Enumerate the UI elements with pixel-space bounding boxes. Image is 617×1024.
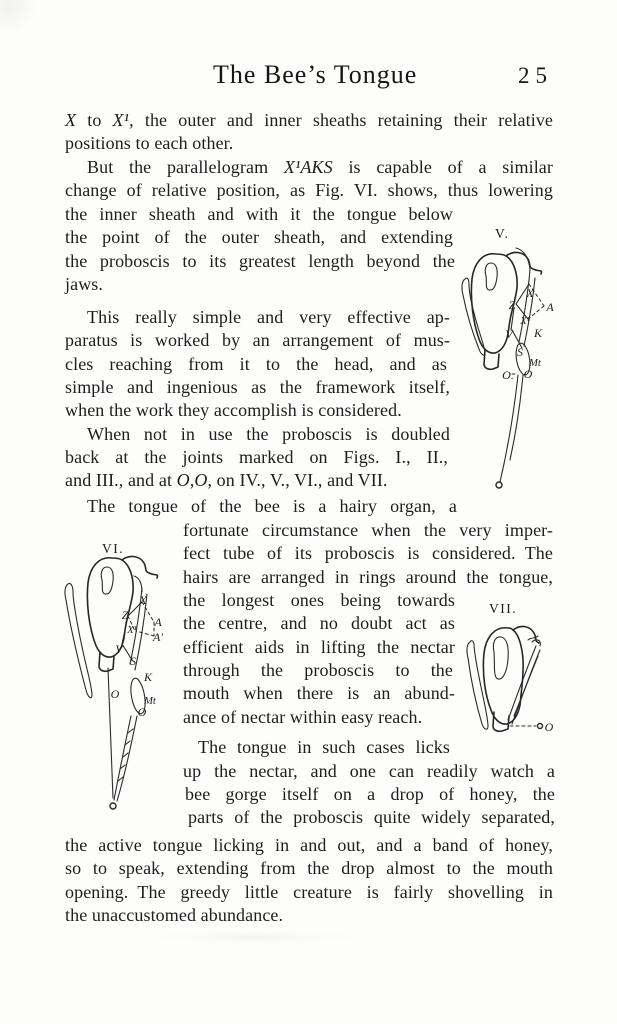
- figure-vii-drawing: [456, 598, 566, 748]
- mouth: [99, 652, 114, 671]
- figure-v-drawing: [450, 222, 562, 494]
- label-z: Z: [508, 298, 516, 312]
- label-mt: Mt: [529, 358, 541, 369]
- italic-term: X¹AKS: [283, 157, 333, 177]
- body-line: fortunate circumstance when the very imper-: [183, 520, 553, 540]
- body-line: opening. The greedy little creature is fairly shovelling in: [65, 882, 553, 902]
- figure-vi-caption: VI.: [102, 541, 125, 556]
- eye: [493, 637, 508, 679]
- body-line: efficient aids in lifting the nectar: [183, 637, 455, 657]
- label-o1: O.: [502, 368, 514, 382]
- body-line: hairs are arranged in rings around the tongue,: [183, 567, 553, 587]
- body-line: This really simple and very effective ap-: [87, 307, 450, 327]
- text-run: , on IV., V., VI., and VII.: [207, 470, 388, 490]
- body-line: The tongue in such cases licks: [198, 737, 450, 757]
- mouth: [493, 712, 509, 731]
- body-line: up the nectar, and one can readily watch a: [183, 761, 555, 781]
- body-line: cles reaching from it to the head, and as: [65, 354, 447, 374]
- figure-vii: [456, 598, 566, 748]
- label-o2: O: [137, 705, 147, 719]
- body-line: ance of nectar within easy reach.: [183, 707, 423, 727]
- italic-term: O,O: [176, 470, 208, 490]
- italic-term: X: [65, 110, 77, 130]
- label-s: S: [130, 654, 136, 668]
- label-k: K: [143, 670, 153, 684]
- body-line: the longest ones being towards: [183, 590, 455, 610]
- body-line: mouth when there is an abund-: [183, 683, 455, 703]
- body-line: positions to each other.: [65, 133, 234, 153]
- body-line: the point of the outer sheath, and extending: [65, 227, 453, 247]
- label-x: X: [526, 286, 534, 300]
- body-line: when the work they accomplish is considered.: [65, 400, 402, 420]
- eye: [485, 263, 497, 290]
- label-a-prime: A': [153, 630, 163, 644]
- text-run: to: [76, 110, 113, 130]
- label-o: O: [544, 720, 554, 734]
- figure-v-caption: V.: [495, 226, 510, 241]
- text-run: and III., and at: [65, 470, 177, 490]
- figure-vi-drawing: [54, 536, 184, 821]
- label-k: K: [533, 326, 543, 340]
- body-line: the centre, and no doubt act as: [183, 613, 455, 633]
- figure-v: [450, 222, 562, 494]
- folded-proboscis: [508, 640, 543, 729]
- text-run: is capable of a similar: [332, 157, 553, 177]
- body-line: bee gorge itself on a drop of honey, the: [185, 784, 555, 804]
- body-line: [65, 156, 553, 179]
- body-line: simple and ingenious as the framework itself,: [65, 377, 450, 397]
- body-line: fect tube of its proboscis is considered. The: [183, 543, 553, 563]
- label-x1: X¹: [127, 625, 137, 636]
- body-line: the proboscis to its greatest length beyond the: [65, 251, 455, 271]
- body-line: paratus is worked by an arrangement of mus-: [65, 330, 450, 350]
- label-o1: O: [110, 687, 120, 701]
- body-line: the inner sheath and with it the tongue below: [65, 204, 453, 224]
- label-v: V: [115, 642, 123, 656]
- text-run: , the outer and inner sheaths retaining their relative: [129, 110, 554, 130]
- label-x: X: [139, 593, 147, 607]
- figure-vii-labels: [545, 720, 554, 734]
- sheath-structure: [508, 248, 544, 376]
- body-line: The tongue of the bee is a hairy organ, a: [87, 496, 457, 516]
- body-line: so to speak, extending from the drop almost to the mouth: [65, 858, 553, 878]
- label-a: A: [546, 300, 554, 314]
- label-o2: O: [523, 367, 533, 381]
- body-line: parts of the proboscis quite widely separated,: [188, 807, 555, 827]
- hatching: [118, 729, 133, 781]
- body-line: the active tongue licking in and out, and a band of honey,: [65, 835, 553, 855]
- body-line: When not in use the proboscis is doubled: [87, 424, 450, 444]
- label-mt: Mt: [144, 696, 156, 707]
- figure-v-labels: [502, 286, 554, 382]
- label-s: S: [517, 345, 523, 359]
- figure-vii-caption: VII.: [489, 601, 518, 616]
- figure-vi: [54, 536, 184, 821]
- body-line: through the proboscis to the: [183, 660, 453, 680]
- text-run: But the parallelogram: [87, 157, 284, 177]
- body-line: [65, 469, 453, 492]
- body-line: the unaccustomed abundance.: [65, 905, 284, 925]
- label-x1: X¹: [520, 316, 530, 327]
- body-line: jaws.: [65, 274, 103, 294]
- body-line: [65, 109, 553, 132]
- page-number: 25: [518, 63, 553, 88]
- figure-vi-labels: [111, 593, 164, 719]
- italic-term: X¹: [112, 110, 130, 130]
- label-a: A: [154, 615, 162, 629]
- body-line: back at the joints marked on Figs. I., II.,: [65, 447, 448, 467]
- proboscis-tongue: [496, 375, 523, 488]
- body-line: change of relative position, as Fig. VI. shows, thus lowering: [65, 180, 553, 200]
- label-z: Z: [121, 608, 129, 622]
- label-v: V: [505, 327, 513, 341]
- sheath-structure: [122, 576, 154, 715]
- page-title: The Bee’s Tongue: [213, 60, 418, 89]
- eye: [101, 567, 113, 594]
